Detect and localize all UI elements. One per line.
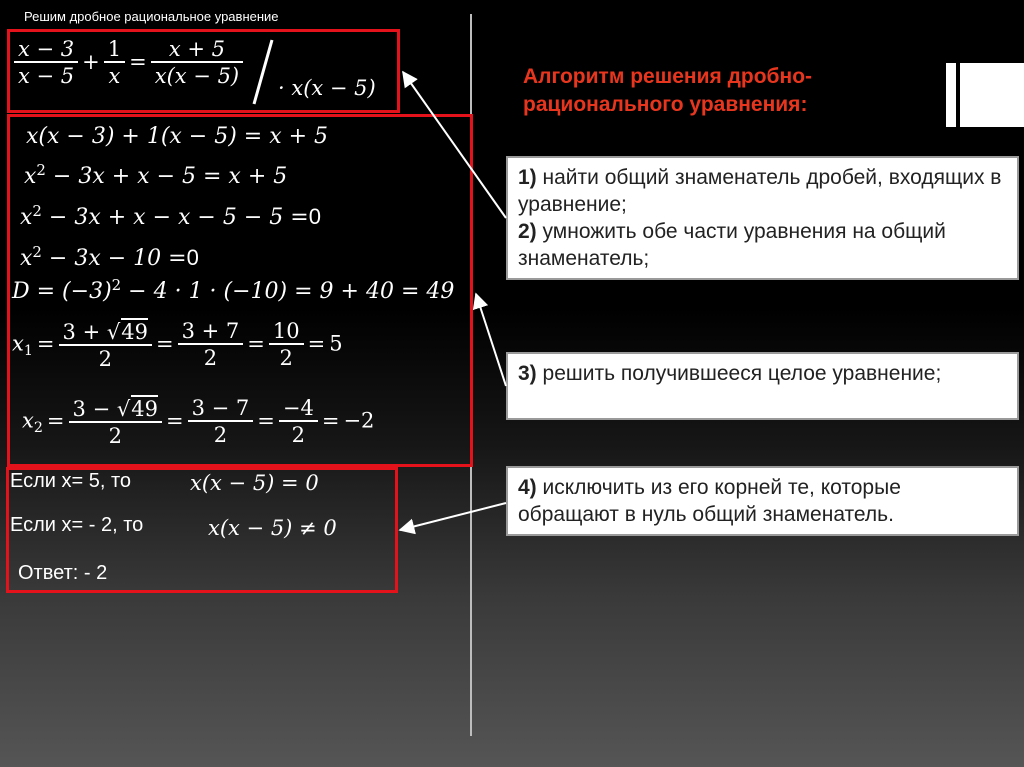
- root-x1-line: $x_1$ = $\frac{3 + √49}{2}$ = $\frac{3 + 7}{2}$ = $\frac{10}{2}$ = 5: [12, 318, 343, 372]
- fraction: $\frac{10}{2}$: [269, 320, 304, 371]
- original-equation: $\frac{x - 3}{x - 5}$ + $\frac{1}{x}$ = $\frac{x + 5}{x(x - 5)}$: [14, 38, 243, 89]
- fraction: $\frac{3 - 7}{2}$: [188, 397, 254, 448]
- check-if-minus2-label: Если x= - 2, то: [10, 514, 144, 536]
- algorithm-step-3: 3) решить получившееся целое уравнение;: [518, 362, 942, 385]
- slide-title: Решим дробное рациональное уравнение: [24, 9, 279, 24]
- equation-multiplier: · x(x − 5): [278, 76, 376, 100]
- algorithm-step-1: 1) найти общий знаменатель дробей, входящих в уравнение;: [518, 166, 1002, 216]
- arrow-step1-to-equation: [403, 72, 506, 218]
- root-x1-value: 5: [329, 331, 343, 356]
- check-if-minus2-math: x(x − 5) ≠ 0: [208, 516, 337, 540]
- fraction: $\frac{x + 5}{x(x - 5)}$: [151, 38, 243, 89]
- algorithm-step-2: 2) умножить обе части уравнения на общий знаменатель;: [518, 220, 946, 270]
- check-if-5-math: x(x − 5) = 0: [190, 471, 319, 495]
- fraction: $\frac{-4}{2}$: [279, 397, 318, 448]
- solution-line-1: x(x − 3) + 1(x − 5) = x + 5: [26, 124, 329, 149]
- solution-line-4: $x^2 - 3x - 10 =0$: [20, 242, 199, 271]
- arrow-step4-to-check: [400, 503, 506, 530]
- fraction: $\frac{x - 3}{x - 5}$: [14, 38, 78, 89]
- algorithm-title: Алгоритм решения дробно-рационального уравнения:: [523, 65, 813, 116]
- arrow-step3-to-solution: [476, 294, 506, 386]
- root-x2-value: −2: [343, 408, 375, 433]
- algorithm-step-4: 4) исключить из его корней те, которые обращают в нуль общий знаменатель.: [518, 476, 901, 526]
- fraction: $\frac{3 + 7}{2}$: [178, 320, 244, 371]
- fraction: $\frac{3 + √49}{2}$: [59, 318, 152, 372]
- discriminant-line: $D = (-3)^2 - 4 \cdot 1 \cdot (-10) = 9 + 40 = 49$: [12, 275, 455, 304]
- fraction: $\frac{1}{x}$: [104, 38, 125, 89]
- check-if-5-label: Если x= 5, то: [10, 470, 132, 492]
- answer-text: Ответ: - 2: [18, 562, 108, 584]
- root-x2-line: $x_2$ = $\frac{3 - √49}{2}$ = $\frac{3 - 7}{2}$ = $\frac{-4}{2}$ = −2: [22, 395, 375, 449]
- solution-line-3: $x^2 - 3x + x - x - 5 - 5 =0$: [20, 201, 321, 230]
- fraction: $\frac{3 - √49}{2}$: [69, 395, 162, 449]
- solution-line-2: $x^2 - 3x + x - 5 = x + 5$: [24, 160, 288, 189]
